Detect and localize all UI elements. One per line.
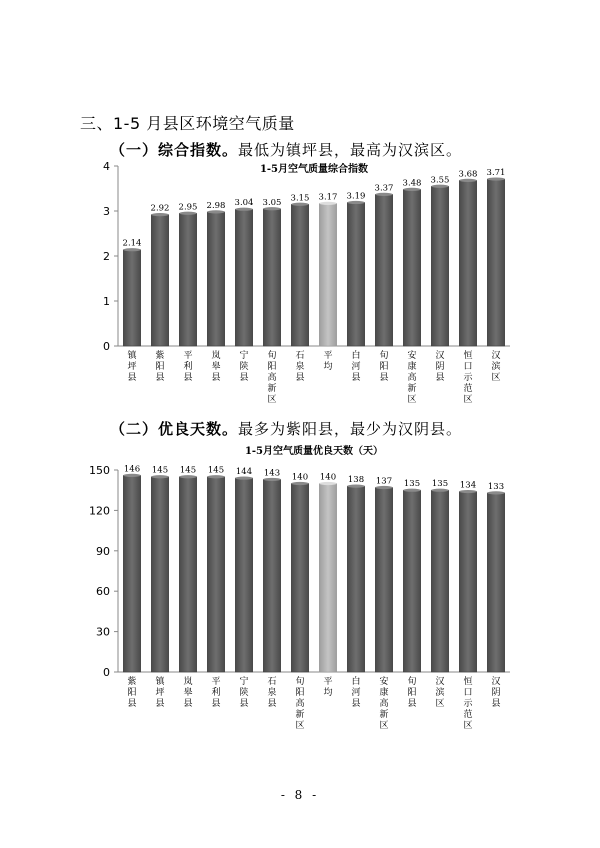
data-label: 3.04: [234, 198, 254, 209]
x-tick-label: 岚皋县: [211, 351, 221, 383]
x-tick-label: 旬阳县: [407, 677, 417, 709]
x-tick-label: 汉滨区: [435, 677, 445, 709]
y-tick-label: 3: [103, 205, 110, 218]
bar: [291, 483, 308, 672]
data-label: 145: [179, 465, 197, 476]
data-label: 3.48: [402, 178, 422, 189]
y-tick-label: 60: [96, 585, 110, 599]
bar: [347, 202, 364, 346]
x-tick-label: 恒口示范区: [463, 351, 473, 405]
x-tick-label: 安康高新区: [379, 677, 389, 731]
data-label: 134: [459, 480, 477, 491]
data-label: 145: [151, 465, 169, 476]
data-label: 146: [123, 464, 141, 475]
bar: [151, 477, 168, 672]
subheading-composite-index: [110, 139, 462, 160]
subheading-good-days-label: （二）优良天数。: [110, 420, 239, 438]
x-tick-label: 汉阴县: [491, 677, 501, 709]
x-tick-label: 紫阳县: [127, 677, 137, 709]
y-tick-label: 2: [103, 250, 110, 263]
bar: [123, 475, 140, 672]
bar: [487, 179, 504, 346]
data-label: 133: [487, 481, 505, 492]
bar: [403, 490, 420, 672]
data-label: 138: [347, 475, 365, 486]
good-days-chart: [80, 440, 520, 750]
bar: [207, 212, 224, 346]
x-tick-label: 安康高新区: [407, 351, 417, 405]
data-label: 3.19: [346, 191, 366, 202]
data-label: 140: [319, 472, 337, 483]
subheading-composite-text: 最低为镇坪县，最高为汉滨区。: [238, 141, 463, 159]
bar: [123, 250, 140, 346]
bar: [179, 477, 196, 672]
data-label: 3.17: [318, 192, 338, 203]
x-tick-label: 宁陕县: [239, 351, 249, 383]
x-tick-label: 恒口示范区: [463, 677, 473, 731]
data-label: 135: [431, 479, 449, 490]
x-tick-label: 汉阴县: [435, 351, 445, 383]
bar: [459, 492, 476, 672]
data-label: 2.92: [150, 203, 170, 214]
x-tick-label: 平利县: [211, 677, 221, 709]
y-tick-label: 0: [103, 340, 110, 353]
x-tick-label: 旬阳县: [379, 351, 389, 383]
data-label: 3.68: [458, 169, 478, 180]
data-label: 3.37: [374, 183, 394, 194]
data-label: 3.15: [290, 193, 310, 204]
x-tick-label: 镇坪县: [155, 677, 165, 709]
section-heading: 三、1-5 月县区环境空气质量: [80, 114, 295, 133]
page-number: - 8 -: [280, 788, 320, 802]
y-tick-label: 150: [89, 464, 110, 477]
x-tick-label: 旬阳高新区: [295, 677, 305, 731]
bar: [207, 477, 224, 672]
x-tick-label: 旬阳高新区: [267, 351, 277, 405]
data-label: 2.95: [178, 202, 198, 213]
data-label: 137: [375, 476, 393, 487]
chart-title: 1-5月空气质量优良天数（天）: [244, 446, 384, 457]
bar: [375, 194, 392, 346]
bar: [151, 215, 168, 346]
bar: [235, 209, 252, 346]
data-label: 3.05: [262, 197, 282, 208]
data-label: 143: [263, 468, 281, 479]
bar: [403, 189, 420, 346]
x-tick-label: 紫阳县: [155, 351, 165, 383]
x-tick-label: 白河县: [351, 677, 361, 709]
x-tick-label: 平均: [323, 677, 333, 698]
x-tick-label: 石泉县: [267, 677, 277, 709]
bar: [347, 486, 364, 672]
data-label: 144: [235, 467, 253, 478]
x-tick-label: 汉滨区: [491, 351, 501, 383]
composite-index-chart: [80, 158, 520, 405]
x-tick-label: 石泉县: [295, 351, 305, 383]
bar: [263, 479, 280, 672]
data-label: 3.71: [486, 168, 506, 179]
data-label: 145: [207, 465, 225, 476]
subheading-good-days: [110, 418, 462, 439]
y-tick-label: 4: [103, 160, 110, 173]
x-tick-label: 白河县: [351, 351, 361, 383]
data-label: 140: [291, 472, 309, 483]
x-tick-label: 宁陕县: [239, 677, 249, 709]
data-label: 2.14: [122, 238, 142, 249]
data-label: 135: [403, 479, 421, 490]
subheading-composite-label: （一）综合指数。: [110, 141, 239, 159]
y-tick-label: 90: [96, 544, 110, 558]
bar: [431, 186, 448, 346]
bar: [235, 478, 252, 672]
bar: [459, 180, 476, 346]
bar: [263, 209, 280, 346]
y-tick-label: 30: [96, 625, 110, 639]
bar: [431, 490, 448, 672]
y-tick-label: 1: [103, 295, 110, 308]
y-tick-label: 120: [89, 504, 110, 518]
bar: [179, 213, 196, 346]
bar: [291, 204, 308, 346]
bar: [319, 203, 336, 346]
subheading-good-days-text: 最多为紫阳县，最少为汉阴县。: [238, 420, 463, 438]
bar: [319, 483, 336, 672]
bar: [487, 493, 504, 672]
x-tick-label: 平均: [323, 351, 333, 372]
chart-title: 1-5月空气质量综合指数: [259, 164, 369, 175]
y-tick-label: 0: [103, 666, 110, 679]
data-label: 2.98: [206, 200, 226, 211]
data-label: 3.55: [430, 175, 450, 186]
x-tick-label: 镇坪县: [127, 351, 137, 383]
x-tick-label: 岚皋县: [183, 677, 193, 709]
bar: [375, 488, 392, 672]
x-tick-label: 平利县: [183, 351, 193, 383]
